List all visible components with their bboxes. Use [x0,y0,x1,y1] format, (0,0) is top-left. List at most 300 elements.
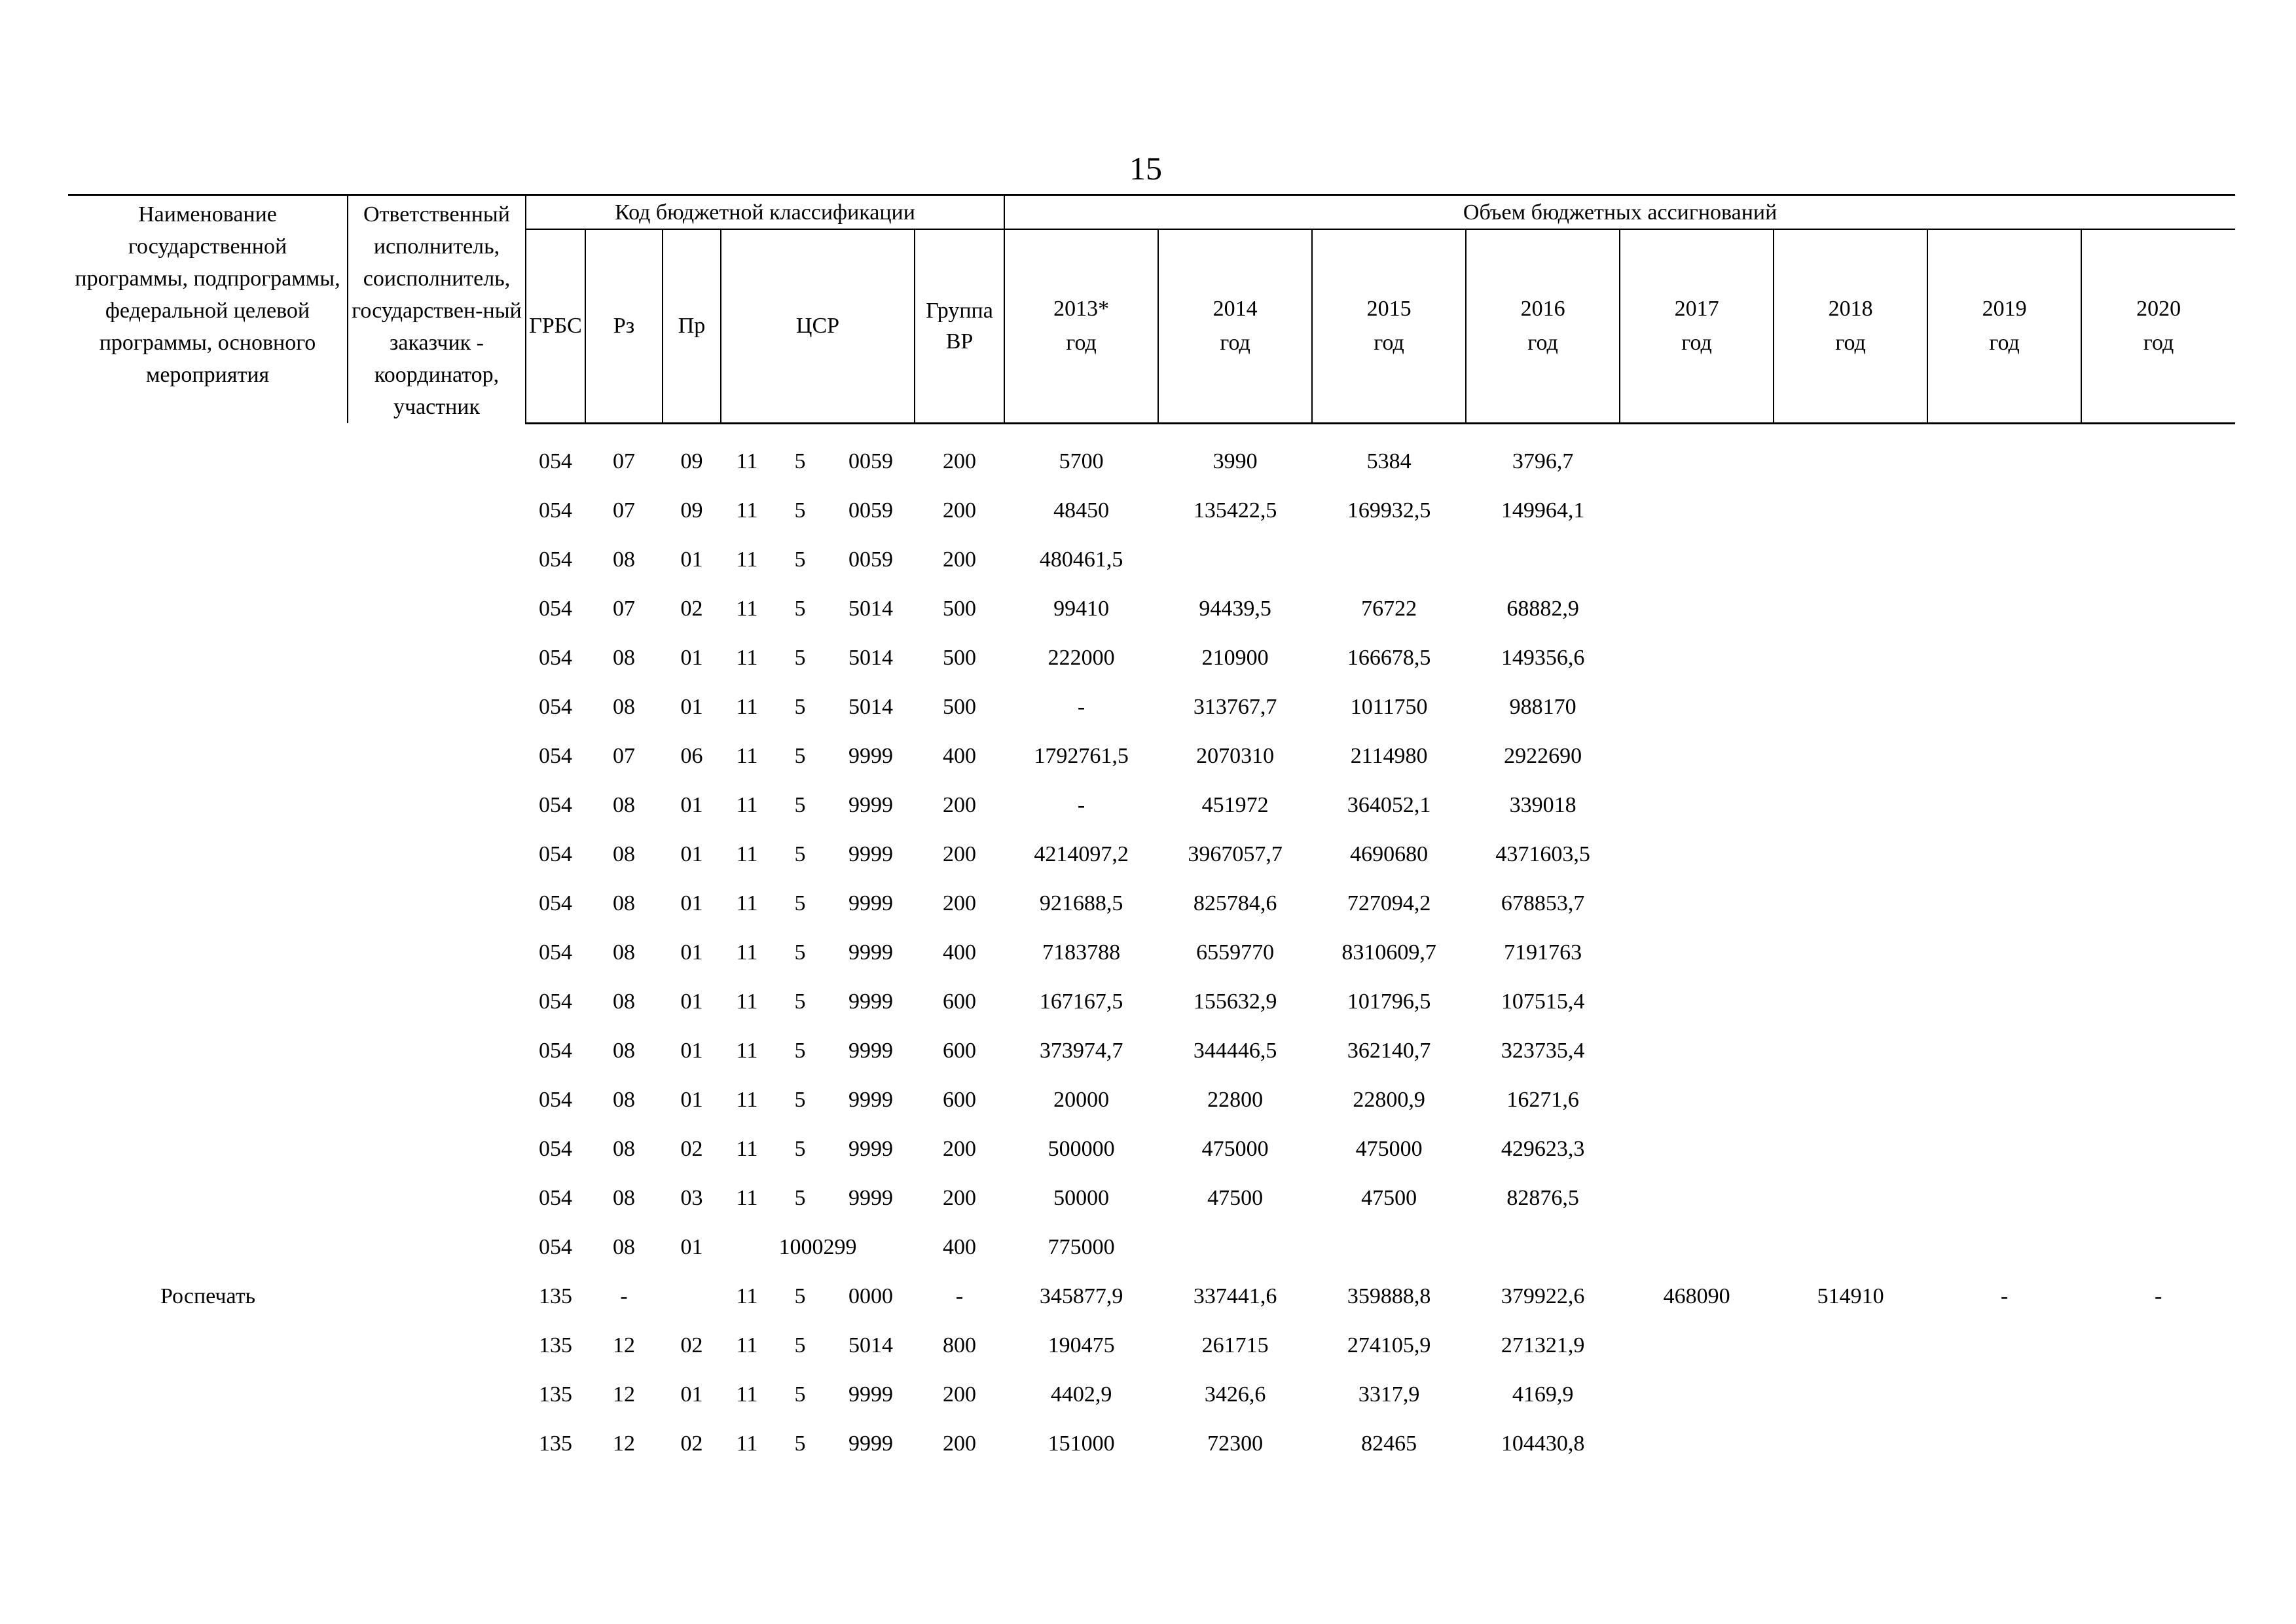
header-year-2016: 2016 год [1466,229,1620,423]
cell-vr: 400 [943,744,977,768]
cell-amount-2019 [1927,536,2081,585]
cell-vr: 500 [943,597,977,621]
cell-amount-2019 [1927,1321,2081,1371]
cell-program-name [68,1371,348,1420]
cell-amount-2019 [1927,437,2081,487]
cell-amount-2017 [1620,879,1774,929]
cell-grbs: 054 [539,1186,572,1210]
cell-pr: 03 [680,1186,703,1210]
cell-csr-subprogram: 5 [794,449,806,473]
cell-vr: 200 [943,793,977,817]
cell-amount-2015: 166678,5 [1347,646,1431,670]
header-year-2014: 2014 год [1158,229,1312,423]
header-year-2017: 2017 год [1620,229,1774,423]
cell-program-name [68,830,348,879]
cell-amount-2016 [1466,1223,1620,1272]
cell-rz: 12 [613,1382,635,1407]
header-program-name: Наименование государственной программы, подпрограммы, федеральной целевой программы, основного мероприятия [68,195,348,424]
cell-amount-2019 [1927,978,2081,1027]
cell-rz: 08 [613,1186,635,1210]
cell-pr: 01 [680,646,703,670]
cell-csr-item: 9999 [848,891,893,915]
cell-amount-2019 [1927,1174,2081,1223]
cell-responsible [348,1125,526,1174]
cell-vr: 500 [943,646,977,670]
cell-csr-item: 9999 [848,744,893,768]
cell-amount-2020 [2081,487,2235,536]
header-budget-code-group: Код бюджетной классификации [526,195,1004,230]
cell-csr-subprogram: 5 [794,646,806,670]
cell-pr: 01 [680,989,703,1014]
cell-amount-2014 [1158,1223,1312,1272]
cell-amount-2013: 4402,9 [1050,1382,1112,1407]
cell-amount-2020 [2081,1027,2235,1076]
cell-amount-2018 [1774,830,1927,879]
cell-amount-2017 [1620,1027,1774,1076]
cell-program-name [68,683,348,732]
cell-csr-subprogram: 5 [794,1284,806,1308]
cell-responsible [348,879,526,929]
cell-csr-subprogram: 5 [794,793,806,817]
cell-amount-2013: 151000 [1048,1431,1115,1456]
table-row [68,437,2235,487]
cell-responsible [348,1371,526,1420]
cell-grbs: 054 [539,744,572,768]
cell-amount-2015: 1011750 [1350,695,1428,719]
table-row [68,634,2235,683]
cell-rz: 08 [613,1039,635,1063]
cell-amount-2018 [1774,487,1927,536]
cell-amount-2018 [1774,929,1927,978]
cell-csr-item: 9999 [848,940,893,965]
cell-vr: 600 [943,1088,977,1112]
cell-amount-2015: 8310609,7 [1341,940,1436,965]
table-row [68,1272,2235,1321]
cell-rz: 12 [613,1333,635,1357]
cell-amount-2020 [2081,1321,2235,1371]
cell-csr-program: 11 [736,1333,758,1357]
cell-csr-item: 9999 [848,842,893,866]
cell-amount-2014: 451972 [1201,793,1269,817]
header-year-2019: 2019 год [1927,229,2081,423]
header-year-2015: 2015 год [1312,229,1466,423]
cell-amount-2017 [1620,1420,1774,1469]
table-row [68,585,2235,634]
cell-pr: 01 [680,940,703,965]
cell-amount-2013: 500000 [1048,1137,1115,1161]
cell-amount-2017 [1620,487,1774,536]
cell-csr-program: 11 [736,744,758,768]
cell-amount-2016: 4169,9 [1512,1382,1574,1407]
cell-csr-subprogram: 5 [794,1137,806,1161]
cell-amount-2014: 22800 [1207,1088,1264,1112]
cell-grbs: 054 [539,940,572,965]
table-row [68,1223,2235,1272]
cell-rz: 08 [613,842,635,866]
table-row [68,683,2235,732]
cell-csr-subprogram: 5 [794,547,806,572]
cell-amount-2019 [1927,1076,2081,1125]
cell-amount-2013: 48450 [1053,498,1110,523]
cell-responsible [348,732,526,781]
cell-rz: 08 [613,1088,635,1112]
cell-grbs: 054 [539,1039,572,1063]
table-row [68,781,2235,830]
cell-amount-2020 [2081,437,2235,487]
cell-amount-2018 [1774,1321,1927,1371]
cell-amount-2014: 2070310 [1196,744,1275,768]
cell-amount-2018 [1774,879,1927,929]
cell-program-name [68,1321,348,1371]
cell-amount-2015: 4690680 [1350,842,1429,866]
cell-amount-2014: 155632,9 [1193,989,1277,1014]
cell-amount-2016: 149356,6 [1501,646,1585,670]
cell-amount-2016: 678853,7 [1501,891,1585,915]
cell-amount-2014: 94439,5 [1199,597,1271,621]
cell-vr: 200 [943,547,977,572]
cell-responsible [348,487,526,536]
cell-amount-2020 [2081,1076,2235,1125]
cell-program-name: Роспечать [160,1284,256,1308]
cell-pr: 09 [680,498,703,523]
cell-csr: 1000299 [778,1235,857,1259]
cell-responsible [348,1223,526,1272]
table-row [68,879,2235,929]
cell-amount-2016: 7191763 [1504,940,1582,965]
cell-amount-2017 [1620,1371,1774,1420]
header-vr: Группа ВР [915,229,1004,423]
cell-amount-2015: 3317,9 [1358,1382,1420,1407]
cell-amount-2019 [1927,1027,2081,1076]
table-body [68,423,2235,1469]
cell-csr-item: 0059 [848,547,893,572]
cell-amount-2019: - [2000,1284,2009,1308]
cell-amount-2015: 359888,8 [1347,1284,1431,1308]
cell-amount-2019 [1927,487,2081,536]
cell-csr-item: 5014 [848,597,893,621]
cell-amount-2015: 22800,9 [1353,1088,1425,1112]
cell-vr: 600 [943,1039,977,1063]
cell-grbs: 054 [539,646,572,670]
cell-amount-2017 [1620,437,1774,487]
cell-responsible [348,1420,526,1469]
cell-csr-subprogram: 5 [794,695,806,719]
cell-csr-program: 11 [736,1431,758,1456]
cell-amount-2020 [2081,585,2235,634]
cell-responsible [348,978,526,1027]
cell-amount-2020 [2081,1223,2235,1272]
cell-program-name [68,1420,348,1469]
cell-amount-2020 [2081,830,2235,879]
cell-pr: 02 [680,1137,703,1161]
cell-amount-2014: 825784,6 [1193,891,1277,915]
cell-responsible [348,929,526,978]
cell-program-name [68,1027,348,1076]
cell-amount-2018 [1774,1420,1927,1469]
cell-amount-2018 [1774,1174,1927,1223]
cell-amount-2019 [1927,929,2081,978]
cell-csr-program: 11 [736,842,758,866]
cell-amount-2018 [1774,585,1927,634]
cell-rz: 07 [613,498,635,523]
cell-csr-program: 11 [736,1039,758,1063]
cell-csr-program: 11 [736,989,758,1014]
cell-pr: 01 [680,1382,703,1407]
cell-vr: 200 [943,1431,977,1456]
cell-amount-2015: 101796,5 [1347,989,1431,1014]
cell-csr-subprogram: 5 [794,498,806,523]
cell-pr: 01 [680,1088,703,1112]
cell-csr-program: 11 [736,547,758,572]
cell-amount-2016: 149964,1 [1501,498,1585,523]
table-row [68,1125,2235,1174]
table-row [68,1420,2235,1469]
table-row [68,732,2235,781]
cell-pr: 01 [680,1039,703,1063]
cell-csr-subprogram: 5 [794,940,806,965]
cell-vr: 200 [943,449,977,473]
cell-program-name [68,1076,348,1125]
cell-csr-item: 5014 [848,695,893,719]
cell-pr: 06 [680,744,703,768]
table-row [68,830,2235,879]
cell-responsible [348,634,526,683]
cell-rz: 07 [613,744,635,768]
cell-amount-2018 [1774,1076,1927,1125]
cell-amount-2014: 210900 [1201,646,1269,670]
table-row [68,978,2235,1027]
cell-grbs: 054 [539,597,572,621]
cell-csr-item: 9999 [848,1431,893,1456]
cell-amount-2020 [2081,1125,2235,1174]
cell-csr-item: 0059 [848,449,893,473]
cell-amount-2018 [1774,536,1927,585]
cell-amount-2015: 76722 [1361,597,1417,621]
cell-amount-2015: 5384 [1366,449,1412,473]
table-row [68,1321,2235,1371]
cell-amount-2020: - [2154,1284,2162,1308]
cell-amount-2015: 727094,2 [1347,891,1431,915]
table-row [68,929,2235,978]
cell-amount-2016 [1466,536,1620,585]
cell-amount-2016: 339018 [1509,793,1576,817]
cell-grbs: 054 [539,498,572,523]
cell-csr-program: 11 [736,1186,758,1210]
cell-grbs: 054 [539,793,572,817]
header-csr: ЦСР [721,229,915,423]
cell-amount-2016: 82876,5 [1506,1186,1579,1210]
cell-amount-2019 [1927,781,2081,830]
cell-rz: 07 [613,597,635,621]
cell-amount-2015: 169932,5 [1347,498,1431,523]
cell-rz: 08 [613,695,635,719]
cell-csr-program: 11 [736,1284,758,1308]
cell-rz: 08 [613,1137,635,1161]
cell-amount-2020 [2081,1371,2235,1420]
cell-rz: 08 [613,1235,635,1259]
cell-pr: 01 [680,1235,703,1259]
cell-csr-subprogram: 5 [794,891,806,915]
cell-amount-2017 [1620,830,1774,879]
cell-amount-2018 [1774,978,1927,1027]
cell-csr-item: 9999 [848,1186,893,1210]
cell-csr-program: 11 [736,940,758,965]
cell-grbs: 054 [539,842,572,866]
cell-responsible [348,1272,526,1321]
cell-responsible [348,1174,526,1223]
cell-amount-2020 [2081,634,2235,683]
cell-rz: 08 [613,646,635,670]
cell-program-name [68,1174,348,1223]
cell-csr-subprogram: 5 [794,597,806,621]
cell-program-name [68,487,348,536]
cell-csr-item: 0000 [848,1284,893,1308]
cell-rz: 08 [613,547,635,572]
cell-amount-2014: 475000 [1201,1137,1269,1161]
cell-amount-2020 [2081,978,2235,1027]
cell-program-name [68,536,348,585]
cell-amount-2016: 2922690 [1504,744,1582,768]
cell-amount-2015: 475000 [1355,1137,1423,1161]
cell-amount-2020 [2081,536,2235,585]
cell-rz: 08 [613,891,635,915]
cell-rz: 08 [613,940,635,965]
cell-amount-2018 [1774,683,1927,732]
cell-amount-2014: 3426,6 [1204,1382,1266,1407]
cell-csr-program: 11 [736,597,758,621]
cell-amount-2014: 72300 [1207,1431,1264,1456]
cell-csr-subprogram: 5 [794,1431,806,1456]
cell-grbs: 135 [539,1284,572,1308]
cell-amount-2015: 2114980 [1350,744,1428,768]
cell-pr: 09 [680,449,703,473]
cell-amount-2018 [1774,437,1927,487]
cell-csr-program: 11 [736,646,758,670]
cell-amount-2015 [1312,536,1466,585]
cell-grbs: 054 [539,1088,572,1112]
cell-amount-2013: 775000 [1048,1235,1115,1259]
cell-amount-2020 [2081,1420,2235,1469]
cell-amount-2019 [1927,1371,2081,1420]
cell-responsible [348,830,526,879]
cell-rz: 08 [613,989,635,1014]
cell-vr: 200 [943,498,977,523]
cell-program-name [68,732,348,781]
header-budget-volume-group: Объем бюджетных ассигнований [1004,195,2235,230]
cell-amount-2019 [1927,585,2081,634]
cell-amount-2016: 16271,6 [1506,1088,1579,1112]
cell-csr-subprogram: 5 [794,1382,806,1407]
cell-responsible [348,1027,526,1076]
header-responsible: Ответственный исполнитель, соисполнитель, государствен-ный заказчик - координатор, участник [348,195,526,424]
cell-amount-2015: 47500 [1361,1186,1417,1210]
cell-amount-2016: 68882,9 [1506,597,1579,621]
cell-program-name [68,978,348,1027]
cell-amount-2013: 190475 [1048,1333,1115,1357]
cell-pr: 01 [680,793,703,817]
cell-rz: 07 [613,449,635,473]
cell-amount-2014: 261715 [1201,1333,1269,1357]
cell-program-name [68,929,348,978]
cell-vr: 200 [943,1186,977,1210]
cell-csr-item: 9999 [848,1088,893,1112]
cell-grbs: 054 [539,1137,572,1161]
cell-csr-program: 11 [736,1137,758,1161]
cell-amount-2018 [1774,634,1927,683]
cell-csr-item: 9999 [848,1137,893,1161]
cell-grbs: 054 [539,449,572,473]
cell-responsible [348,683,526,732]
cell-csr-subprogram: 5 [794,989,806,1014]
header-rz: Рз [585,229,663,423]
cell-responsible [348,536,526,585]
cell-program-name [68,781,348,830]
cell-amount-2013: 373974,7 [1039,1039,1123,1063]
cell-pr: 01 [680,891,703,915]
cell-csr-program: 11 [736,1382,758,1407]
header-year-2013: 2013* год [1004,229,1158,423]
cell-amount-2013: 167167,5 [1039,989,1123,1014]
cell-csr-item: 5014 [848,646,893,670]
cell-rz: - [620,1284,628,1308]
cell-csr-subprogram: 5 [794,744,806,768]
cell-amount-2013: 99410 [1053,597,1110,621]
cell-amount-2014: 3967057,7 [1188,842,1283,866]
cell-amount-2017 [1620,1125,1774,1174]
cell-vr: 200 [943,1382,977,1407]
cell-grbs: 135 [539,1431,572,1456]
cell-amount-2018 [1774,1125,1927,1174]
cell-amount-2013: 4214097,2 [1034,842,1129,866]
cell-amount-2018 [1774,1027,1927,1076]
cell-amount-2020 [2081,879,2235,929]
cell-amount-2018 [1774,732,1927,781]
cell-pr: 01 [680,695,703,719]
cell-amount-2014: 47500 [1207,1186,1264,1210]
cell-csr-item: 0059 [848,498,893,523]
cell-amount-2019 [1927,634,2081,683]
cell-pr: 02 [680,1431,703,1456]
cell-amount-2018: 514910 [1817,1284,1884,1308]
cell-csr-program: 11 [736,695,758,719]
cell-csr-item: 5014 [848,1333,893,1357]
cell-amount-2015: 362140,7 [1347,1039,1431,1063]
cell-amount-2013: 1792761,5 [1034,744,1129,768]
table-row [68,536,2235,585]
cell-amount-2017 [1620,1223,1774,1272]
cell-amount-2020 [2081,929,2235,978]
cell-amount-2014: 313767,7 [1193,695,1277,719]
cell-program-name [68,1125,348,1174]
cell-amount-2014: 344446,5 [1193,1039,1277,1063]
cell-amount-2020 [2081,1174,2235,1223]
cell-amount-2013: 222000 [1048,646,1115,670]
cell-csr-program: 11 [736,498,758,523]
cell-grbs: 054 [539,1235,572,1259]
cell-responsible [348,1076,526,1125]
cell-program-name [68,1223,348,1272]
cell-pr: 02 [680,1333,703,1357]
cell-amount-2015 [1312,1223,1466,1272]
cell-responsible [348,781,526,830]
cell-amount-2013: 921688,5 [1039,891,1123,915]
cell-amount-2017 [1620,781,1774,830]
cell-amount-2019 [1927,683,2081,732]
header-grbs: ГРБС [526,229,585,423]
cell-amount-2013: 5700 [1059,449,1104,473]
cell-program-name [68,437,348,487]
budget-allocation-table [68,194,2235,1469]
